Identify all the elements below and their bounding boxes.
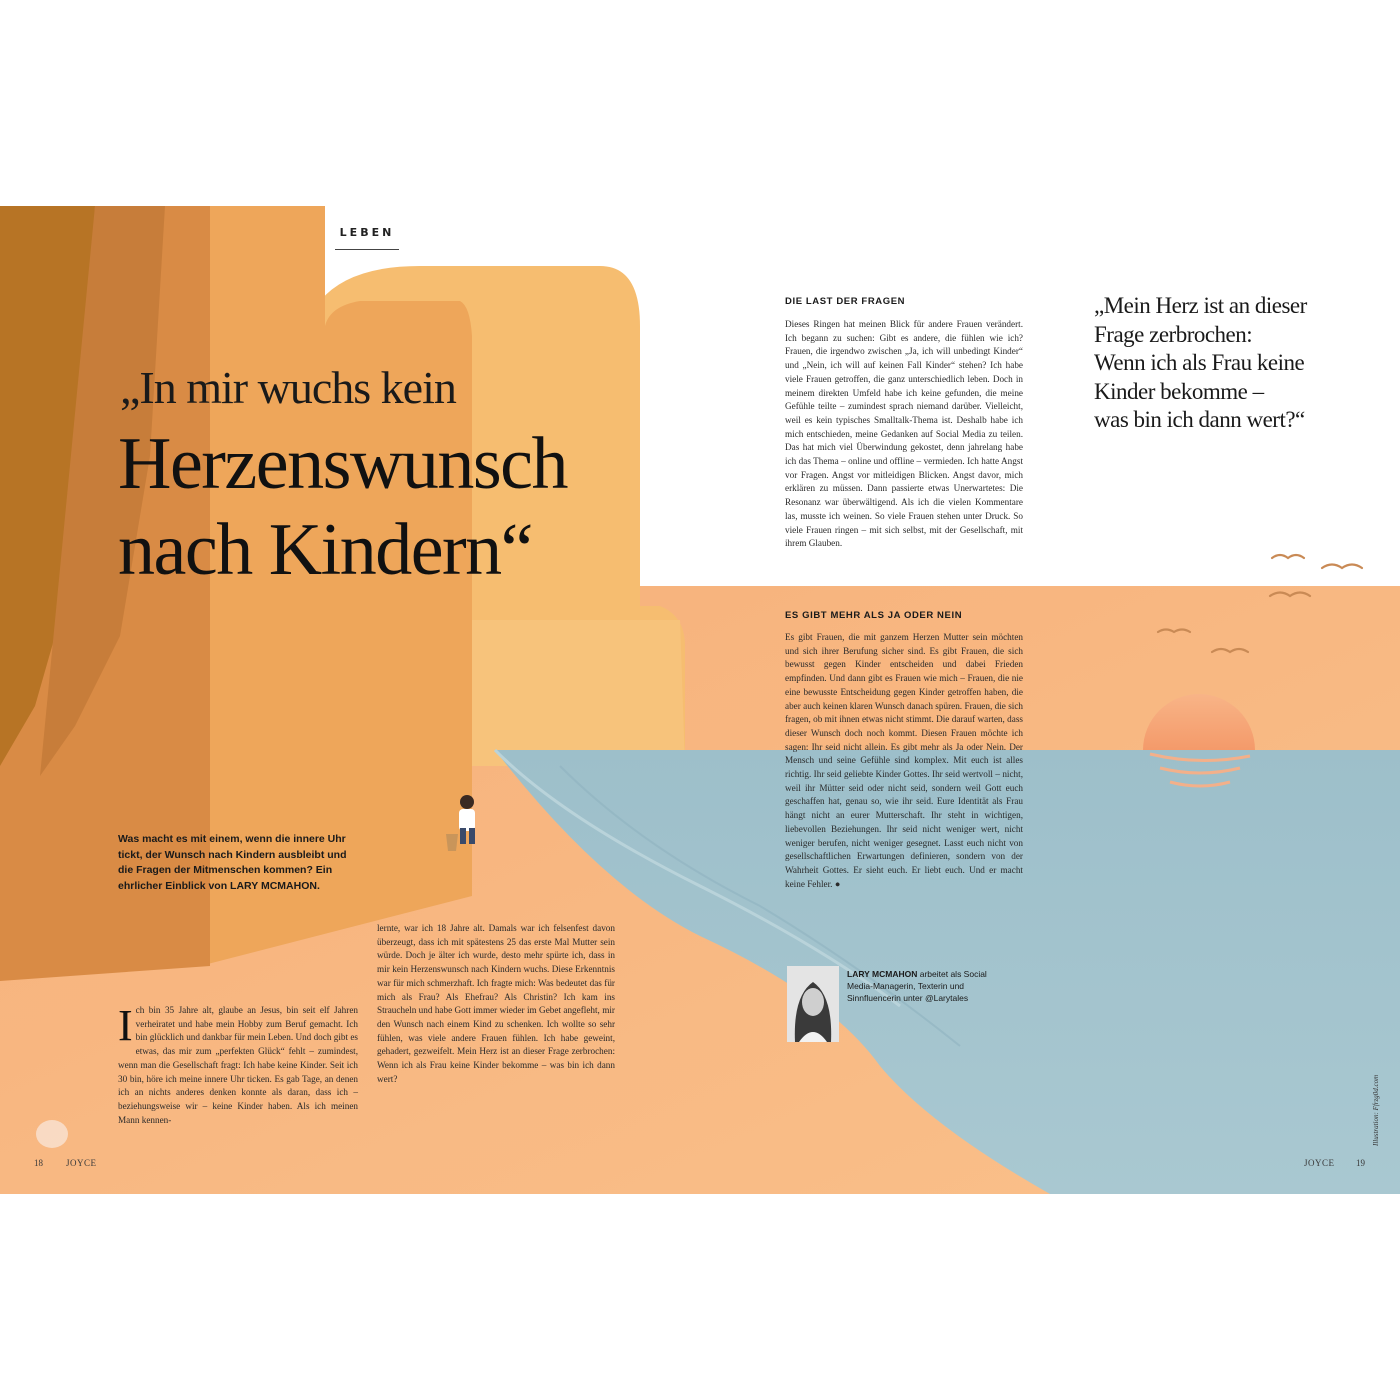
magazine-name-right: JOYCE [1304, 1158, 1335, 1168]
seashell [36, 1120, 68, 1148]
subheading-1: DIE LAST DER FRAGEN [785, 296, 906, 307]
page-number-left: 18 [34, 1158, 43, 1168]
author-bio [847, 968, 992, 1004]
article-column-3: Dieses Ringen hat meinen Blick für andere Frauen verändert. Ich begann zu suchen: Gibt es andere, die fühlen wie ich? Frauen, die irgendwo zwischen „Ja, ich will unbedingt Kinder“ und „Nein, ich will auf keinen Fall Kinder“ stehen? Ich habe viele Frauen getroffen, die ganz unterschiedlich leben. Doch in meinem direkten Umfeld habe ich keine gefunden, die meine Gefühle teilte – zumindest sprach niemand darüber. Vielleicht, weil es kein typisches Smalltalk-Thema ist. Deshalb habe ich mich entschieden, meine Gedanken auf Social Media zu teilen. Das hat mich viel Überwindung gekostet, denn jahrelang habe ich das Thema – online und offline – vermieden. Ich hatte Angst vor Fragen. Angst vor mitleidigen Blicken. Angst davor, mich erklären zu müssen. Dann passierte etwas Unerwartetes: Die Resonanz war überwältigend. Als ich die vielen Kommentare las, musste ich weinen. So viele Frauen stehen unter Druck. So viele Frauen ringen – mit sich selbst, mit der Gesellschaft, mit ihrem Glauben. [785, 319, 1023, 549]
article-column-1-text: ch bin 35 Jahre alt, glaube an Jesus, bin seit elf Jahren verheiratet und habe mein Hobby zum Beruf gemacht. Ich bin glücklich und dankbar für mein Leben. Und doch gibt es etwas, das mir zum „perfekten Glück“ fehlt – zumindest, wenn man die Gesellschaft fragt: Ich habe keine Kinder. Seit ich 30 bin, höre ich meine innere Uhr ticken. Es gab Tage, an denen ich an nichts anderes denken konnte als daran, dass ich – beziehungsweise wir – keine Kinder haben. Als ich meinen Mann kennen- [118, 1005, 358, 1125]
author-description: arbeitet als Social Media-Managerin, Texterin und Sinnfluencerin unter @Larytales [847, 969, 987, 1003]
pull-quote-line: Wenn ich als Frau keine [1094, 350, 1305, 375]
section-label: LEBEN [339, 226, 395, 239]
intro-text: Was macht es mit einem, wenn die innere Uhr tickt, der Wunsch nach Kindern ausbleibt und die Fragen der Mitmenschen kommen? Ein ehrlicher Einblick von LARY MCMAHON. [118, 833, 347, 892]
dropcap: I [118, 1001, 133, 1050]
magazine-spread [0, 206, 1400, 1194]
pull-quote [1094, 292, 1364, 435]
author-photo [787, 966, 839, 1042]
page-number-right: 19 [1356, 1158, 1365, 1168]
pull-quote-line: Kinder bekomme – [1094, 378, 1264, 404]
subheading-2: ES GIBT MEHR ALS JA ODER NEIN [785, 610, 963, 621]
pull-quote-line: was bin ich dann wert?“ [1094, 407, 1305, 432]
cliff-right-light [455, 620, 685, 766]
article-column-4: Es gibt Frauen, die mit ganzem Herzen Mutter sein möchten und sich ihrer Berufung sicher sind. Es gibt Frauen, die sich bewusst gegen Kinder entscheiden und dabei Frieden empfinden. Und dann gibt es Frauen wie mich – Frauen, die nie eine bewusste Entscheidung gegen Kinder getroffen haben, die aber auch keinen klaren Wunsch danach spüren. Frauen, die sich fragen, ob mit ihnen etwas nicht stimmt. Die darauf warten, dass dieser Wunsch doch noch kommt. Diesen Frauen möchte ich sagen: Ihr seid nicht allein. Es gibt mehr als Ja oder Nein. Der Mensch und seine Gefühle sind komplex. Mit euch ist alles richtig. Ihr seid geliebte Kinder Gottes. Ihr seid wertvoll – nicht, weil ihr Mütter seid oder nicht seid, sondern weil Gott euch geschaffen hat, genau so, wie ihr seid. Eure Identität als Frau hängt nicht an eurer Mutterschaft. Ihr steht in wichtigen, liebevollen Beziehungen. Ihr seid nicht weniger wert, nicht weniger berufen, nicht weniger gesegnet. Lasst euch nicht von gesellschaftlichen Erwartungen definieren, sondern von der Wahrheit Gottes. Er sieht euch. Er liebt euch. Und er macht keine Fehler. ● [785, 632, 1023, 889]
illustration-credit: Illustration: Ffrzg0d.com [1372, 1074, 1380, 1146]
author-name: LARY MCMAHON [847, 969, 918, 979]
magazine-name-left: JOYCE [66, 1158, 97, 1168]
article-column-1 [118, 1001, 358, 1127]
headline-line-3: nach Kindern“ [118, 509, 533, 591]
pull-quote-line: Frage zerbrochen: [1094, 321, 1253, 347]
headline-line-2: Herzenswunsch [118, 423, 567, 505]
headline-line-1: „In mir wuchs kein [120, 362, 456, 413]
pull-quote-line: „Mein Herz ist an dieser [1094, 293, 1307, 318]
author-portrait-icon [787, 966, 839, 1042]
section-rule [335, 249, 399, 250]
article-column-2: lernte, war ich 18 Jahre alt. Damals war ich felsenfest davon überzeugt, dass ich mit spätestens 25 das erste Mal Mutter sein würde. Doch je älter ich wurde, desto mehr spürte ich, dass in mir kein Herzenswunsch nach Kindern wuchs. Diese Erkenntnis war für mich schmerzhaft. Ich fragte mich: Was bedeutet das für mich als Frau? Als Ehefrau? Als Christin? Ich kam ins Straucheln und habe Gott immer wieder im Gebet angefleht, mir den Wunsch nach einem Kind zu schenken. Ich wollte so sehr fühlen, was viele andere Frauen fühlen. Ich habe geweint, gehadert, gezweifelt. Mein Herz ist an dieser Frage zerbrochen: Wenn ich als Frau keine Kinder bekomme – was bin ich dann wert? [377, 923, 615, 1084]
